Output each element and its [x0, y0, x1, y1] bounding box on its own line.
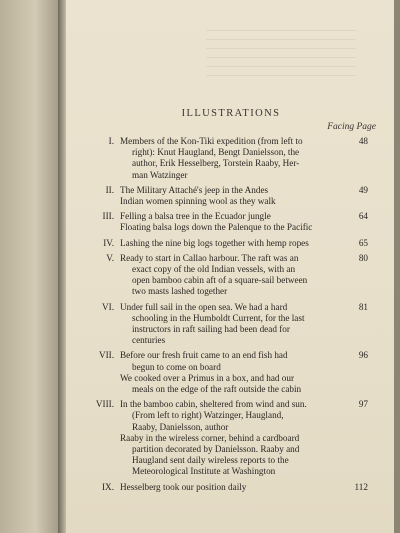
entry-caption: [120, 136, 332, 181]
caption-line: Floating balsa logs down the Palenque to the Pacific: [120, 222, 313, 233]
caption-line: right): Knut Haugland, Bengt Danielsson, the: [132, 147, 300, 158]
book-page: [66, 0, 396, 533]
caption-line: Lashing the nine big logs together with hemp ropes: [120, 237, 309, 248]
caption-line: partition decorated by Danielsson. Raaby and: [132, 444, 300, 455]
entry-page-number: 64: [358, 211, 368, 222]
caption-line: instructors in raft sailing had been dead for: [132, 324, 290, 335]
entry-page-number: 81: [358, 301, 368, 312]
caption-line: Members of the Kon-Tiki expedition (from left to: [120, 136, 303, 146]
caption-line: centuries: [132, 335, 166, 346]
caption-line: meals on the edge of the raft outside the cabin: [132, 384, 302, 395]
entry-caption: [120, 482, 332, 493]
caption-line: exact copy of the old Indian vessels, with an: [132, 264, 296, 275]
entry-numeral: VIII.: [95, 399, 114, 410]
caption-line: two masts lashed together: [132, 286, 228, 297]
illustration-entry: [66, 399, 396, 477]
illustration-entry: [66, 302, 396, 347]
bleed-through-text: [206, 30, 356, 80]
caption-line: Felling a balsa tree in the Ecuador jungle: [120, 211, 271, 222]
entry-numeral: IX.: [102, 481, 114, 492]
caption-line: Raaby in the wireless corner, behind a cardboard: [120, 432, 300, 443]
caption-line: Hesselberg took our position daily: [120, 481, 247, 492]
page-title: ILLUSTRATIONS: [181, 108, 281, 119]
illustration-entry: [66, 185, 396, 207]
entry-page-number: 97: [358, 399, 368, 410]
caption-line: Under full sail in the open sea. We had a hard: [120, 301, 288, 312]
entry-caption: [120, 185, 332, 207]
entry-page-number: 80: [358, 252, 368, 263]
illustration-entry: [66, 350, 396, 395]
caption-line: Ready to start in Callao harbour. The raft was an: [120, 252, 299, 263]
entry-caption: [120, 238, 332, 249]
caption-line: (From left to right) Watzinger, Haugland,: [132, 410, 284, 421]
entry-caption: [120, 302, 332, 347]
entry-numeral: V.: [106, 252, 114, 263]
illustration-entry: [66, 211, 396, 233]
facing-page-label: Facing Page: [327, 122, 376, 132]
caption-line: Indian women spinning wool as they walk: [120, 196, 276, 207]
entry-page-number: 48: [358, 136, 368, 146]
illustration-entry: [66, 253, 396, 298]
entry-page-number: 49: [358, 184, 368, 195]
caption-line: Meteorological Institute at Washington: [132, 466, 276, 477]
entry-caption: [120, 211, 332, 233]
entry-numeral: VII.: [98, 350, 114, 361]
illustrations-list: [66, 136, 396, 497]
caption-line: The Military Attaché's jeep in the Andes: [120, 184, 269, 195]
caption-line: author, Erik Hesselberg, Torstein Raaby, Her-: [132, 158, 300, 169]
caption-line: begun to come on board: [132, 361, 221, 372]
entry-numeral: II.: [105, 184, 114, 195]
illustration-entry: [66, 482, 396, 493]
entry-caption: [120, 350, 332, 395]
entry-numeral: VI.: [102, 301, 114, 312]
entry-page-number: 65: [358, 237, 368, 248]
caption-line: schooling in the Humboldt Current, for the last: [132, 312, 305, 323]
caption-line: Haugland sent daily wireless reports to the: [132, 455, 289, 466]
left-page-edge: [0, 0, 64, 533]
right-page-edge: [394, 0, 400, 533]
entry-numeral: IV.: [103, 237, 114, 248]
caption-line: Raaby, Danielsson, author: [132, 421, 229, 432]
illustration-entry: [66, 136, 396, 181]
entry-numeral: III.: [102, 211, 114, 222]
caption-line: open bamboo cabin aft of a square-sail between: [132, 275, 308, 286]
caption-line: man Watzinger: [132, 169, 188, 180]
entry-numeral: I.: [108, 136, 114, 146]
caption-line: In the bamboo cabin, sheltered from wind and sun.: [120, 399, 307, 410]
illustration-entry: [66, 238, 396, 249]
entry-page-number: 112: [354, 481, 368, 492]
entry-caption: [120, 253, 332, 298]
entry-caption: [120, 399, 332, 477]
entry-page-number: 96: [358, 350, 368, 361]
caption-line: We cooked over a Primus in a box, and had our: [120, 372, 295, 383]
caption-line: Before our fresh fruit came to an end fish had: [120, 350, 288, 361]
